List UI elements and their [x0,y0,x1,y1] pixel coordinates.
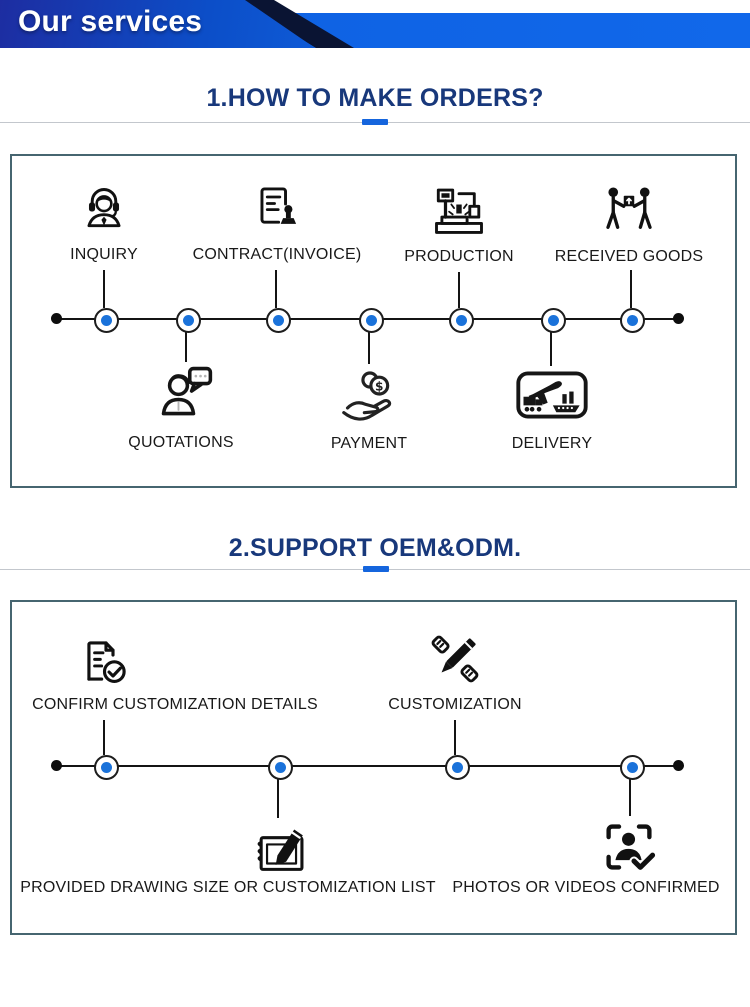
step-label-confirm-details: CONFIRM CUSTOMIZATION DETAILS [32,696,318,713]
timeline2-node-photos [620,755,645,780]
step-label-payment: PAYMENT [330,435,408,452]
drawing-pad-pencil-icon [253,820,311,878]
node-dot [275,762,286,773]
section2-heading-tick [363,566,389,572]
timeline2-node-customization [445,755,470,780]
timeline2-start-dot [51,760,62,771]
connector [550,330,552,366]
person-speech-bubble-icon [156,362,216,422]
timeline2-line [57,765,679,767]
connector [454,720,456,755]
section1-heading: 1.HOW TO MAKE ORDERS? [206,84,544,112]
logistics-transport-icon [514,368,590,422]
step-label-customization: CUSTOMIZATION [388,696,522,713]
people-exchange-box-icon [601,180,657,236]
section1-heading-tick [362,119,388,125]
step-label-provided-drawing: PROVIDED DRAWING SIZE OR CUSTOMIZATION LIST [20,879,436,896]
node-dot [452,762,463,773]
connector [103,270,105,308]
step-label-quotations: QUOTATIONS [128,434,234,451]
step-label-inquiry: INQUIRY [70,246,138,263]
connector [277,777,279,818]
connector [275,270,277,308]
section2-heading: 2.SUPPORT OEM&ODM. [228,534,522,562]
timeline1-start-dot [51,313,62,324]
node-dot [101,762,112,773]
connector [458,272,460,308]
timeline1-node-production [449,308,474,333]
node-dot [101,315,112,326]
node-dot [456,315,467,326]
step-label-delivery: DELIVERY [511,435,593,452]
timeline2-node-confirm [94,755,119,780]
step-label-contract: CONTRACT(INVOICE) [192,246,362,263]
timeline2-end-dot [673,760,684,771]
svg-text:$: $ [375,379,384,394]
timeline1-end-dot [673,313,684,324]
step-label-photos-confirmed: PHOTOS OR VIDEOS CONFIRMED [452,879,720,896]
node-dot [183,315,194,326]
timeline1-node-inquiry [94,308,119,333]
timeline1-node-quotations [176,308,201,333]
step-label-received-goods: RECEIVED GOODS [554,248,704,265]
headset-agent-icon [78,182,130,236]
node-dot [627,315,638,326]
person-scan-check-icon [600,818,658,876]
timeline1-node-received [620,308,645,333]
hand-dollar-coin-icon [339,366,399,422]
connector [185,330,187,362]
factory-machine-icon [429,182,489,236]
connector [630,270,632,308]
node-dot [627,762,638,773]
contract-stamp-icon [251,180,303,236]
node-dot [548,315,559,326]
timeline1-node-payment [359,308,384,333]
connector [103,720,105,755]
node-dot [273,315,284,326]
timeline1-node-delivery [541,308,566,333]
node-dot [366,315,377,326]
document-check-icon [78,634,134,690]
timeline2-node-drawing [268,755,293,780]
pencil-ruler-icon [426,630,484,688]
banner-title: Our services [18,5,203,38]
connector [629,777,631,816]
step-label-production: PRODUCTION [404,248,514,265]
connector [368,330,370,364]
timeline1-node-contract [266,308,291,333]
